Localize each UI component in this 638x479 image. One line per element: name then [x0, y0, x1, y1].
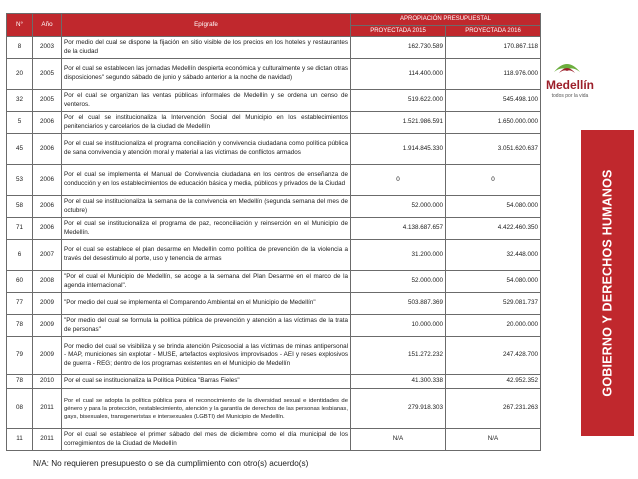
- row-value-2016: 118.976.000: [446, 59, 541, 90]
- col-header-2015: PROYECTADA 2015: [351, 26, 446, 37]
- table-row: [7, 293, 541, 315]
- table-row: [7, 389, 541, 429]
- row-value-2015: 0: [351, 165, 446, 196]
- row-epigrafe: Por el cual se institucionaliza la Intervención Social del Municipio en los establecimientos penitenciarios y carcelarios de la ciudad de Medellín: [62, 112, 351, 134]
- row-value-2016: 3.051.620.637: [446, 134, 541, 165]
- row-num: 5: [7, 112, 33, 134]
- col-header-budget: APROPIACIÓN PRESUPUESTAL: [351, 14, 541, 26]
- row-num: 20: [7, 59, 33, 90]
- row-value-2015: 503.887.369: [351, 293, 446, 315]
- col-header-year: Año: [33, 14, 62, 37]
- row-num: 8: [7, 37, 33, 59]
- row-epigrafe: Por el cual se institucionaliza la Política Pública "Barras Fieles": [62, 375, 351, 389]
- table-row: [7, 134, 541, 165]
- row-num: 79: [7, 337, 33, 375]
- row-value-2015: 41.300.338: [351, 375, 446, 389]
- row-year: 2006: [33, 196, 62, 218]
- row-epigrafe: Por el cual se establece el plan desarme en Medellín como política de prevención de la violencia a través del desestimulo al porte, uso y tenencia de armas: [62, 240, 351, 271]
- row-year: 2010: [33, 375, 62, 389]
- row-value-2016: 54.080.000: [446, 271, 541, 293]
- row-epigrafe: Por el cual se institucionaliza el programa de paz, reconciliación y reinserción en el Municipio de Medellín.: [62, 218, 351, 240]
- row-year: 2006: [33, 218, 62, 240]
- row-value-2016: 4.422.460.350: [446, 218, 541, 240]
- row-num: 45: [7, 134, 33, 165]
- row-epigrafe: Por el cual se institucionaliza el programa conciliación y convivencia ciudadana como política pública de sana convivencia y atención moral y material a las víctimas de conflictos armados: [62, 134, 351, 165]
- row-value-2016: N/A: [446, 429, 541, 451]
- row-value-2015: 1.521.986.591: [351, 112, 446, 134]
- row-year: 2007: [33, 240, 62, 271]
- row-value-2015: N/A: [351, 429, 446, 451]
- col-header-num: N°: [7, 14, 33, 37]
- table-row: [7, 240, 541, 271]
- row-num: 08: [7, 389, 33, 429]
- row-num: 71: [7, 218, 33, 240]
- row-value-2016: 42.952.352: [446, 375, 541, 389]
- row-value-2015: 162.730.589: [351, 37, 446, 59]
- row-value-2015: 519.622.000: [351, 90, 446, 112]
- row-epigrafe: Por el cual se establece el primer sábado del mes de diciembre como el día municipal de los corregimientos de la Ciudad de Medellín: [62, 429, 351, 451]
- row-num: 32: [7, 90, 33, 112]
- row-epigrafe: Por el cual se organizan las ventas públicas informales de Medellín y se ordena un censo de venteros.: [62, 90, 351, 112]
- logo-tagline: todos por la vida: [551, 93, 589, 99]
- row-value-2015: 52.000.000: [351, 196, 446, 218]
- row-epigrafe: "Por medio del cual se implementa el Comparendo Ambiental en el Municipio de Medellín": [62, 293, 351, 315]
- row-value-2015: 10.000.000: [351, 315, 446, 337]
- row-num: 11: [7, 429, 33, 451]
- table-row: [7, 196, 541, 218]
- row-year: 2011: [33, 389, 62, 429]
- budget-table: [6, 13, 541, 451]
- row-year: 2008: [33, 271, 62, 293]
- row-year: 2005: [33, 59, 62, 90]
- table-row: [7, 59, 541, 90]
- row-year: 2009: [33, 315, 62, 337]
- table-row: [7, 90, 541, 112]
- row-num: 78: [7, 375, 33, 389]
- row-value-2015: 1.914.845.330: [351, 134, 446, 165]
- row-value-2016: 529.081.737: [446, 293, 541, 315]
- table-row: [7, 315, 541, 337]
- row-value-2015: 279.918.303: [351, 389, 446, 429]
- table-row: [7, 112, 541, 134]
- table-row: [7, 429, 541, 451]
- row-num: 77: [7, 293, 33, 315]
- row-value-2016: 54.080.000: [446, 196, 541, 218]
- row-year: 2005: [33, 90, 62, 112]
- row-value-2015: 114.400.000: [351, 59, 446, 90]
- row-value-2016: 32.448.000: [446, 240, 541, 271]
- row-num: 60: [7, 271, 33, 293]
- row-value-2016: 20.000.000: [446, 315, 541, 337]
- row-value-2016: 1.650.000.000: [446, 112, 541, 134]
- table-row: [7, 218, 541, 240]
- row-value-2015: 4.138.687.657: [351, 218, 446, 240]
- row-epigrafe: Por medio del cual se visibiliza y se brinda atención Psicosocial a las víctimas de minas antipersonal - MAP, municiones sin explotar - MUSE, artefactos explosivos improvisados - AEI y reses explosivos de guerra - REG; dentro de los programas existentes en el Municipio de Medellín: [62, 337, 351, 375]
- row-epigrafe: Por el cual se implementa el Manual de Convivencia ciudadana en los centros de enseñanza de conducción y en los establecimientos de educación básica y media, públicos y privados de la Ciudad: [62, 165, 351, 196]
- row-value-2016: 545.498.100: [446, 90, 541, 112]
- row-value-2016: 170.867.118: [446, 37, 541, 59]
- row-year: 2006: [33, 134, 62, 165]
- table-row: [7, 375, 541, 389]
- row-epigrafe: "Por medio del cual se formula la política pública de prevención y atención a las víctimas de la trata de personas": [62, 315, 351, 337]
- table-row: [7, 37, 541, 59]
- section-sidebar: [581, 130, 634, 436]
- row-year: 2003: [33, 37, 62, 59]
- col-header-epigrafe: Epígrafe: [62, 14, 351, 37]
- footnote: N/A: No requieren presupuesto o se da cumplimiento con otro(s) acuerdo(s): [33, 459, 309, 468]
- row-year: 2006: [33, 112, 62, 134]
- table-row: [7, 337, 541, 375]
- row-value-2016: 267.231.263: [446, 389, 541, 429]
- row-epigrafe: Por medio del cual se dispone la fijación en sitio visible de los precios en los hoteles y restaurantes de la ciudad: [62, 37, 351, 59]
- row-value-2016: 0: [446, 165, 541, 196]
- logo-wordmark: Medellín: [545, 78, 594, 92]
- row-year: 2009: [33, 337, 62, 375]
- row-year: 2006: [33, 165, 62, 196]
- table-row: [7, 271, 541, 293]
- row-year: 2009: [33, 293, 62, 315]
- col-header-2016: PROYECTADA 2016: [446, 26, 541, 37]
- row-num: 53: [7, 165, 33, 196]
- row-epigrafe: Por el cual se adopta la política pública para el reconocimiento de la diversidad sexual e identidades de género y para la protección, restablecimiento, atención y la garantía de derechos de las personas lesbianas, gays, bisexuales, transgeneristas e intersexuales (LGBTI) del Municipio de Medellín.: [62, 389, 351, 429]
- row-epigrafe: "Por el cual el Municipio de Medellín, se acoge a la semana del Plan Desarme en el marco de la agenda internacional".: [62, 271, 351, 293]
- row-value-2016: 247.428.700: [446, 337, 541, 375]
- row-year: 2011: [33, 429, 62, 451]
- row-num: 58: [7, 196, 33, 218]
- row-epigrafe: Por el cual se institucionaliza la semana de la convivencia en Medellín (segunda semana del mes de octubre): [62, 196, 351, 218]
- row-num: 6: [7, 240, 33, 271]
- row-num: 78: [7, 315, 33, 337]
- row-epigrafe: Por el cual se establecen las jornadas Medellín despierta económica y culturalmente y se dictan otras disposiciones" segundo sábado de junio y sábado anterior a la noche de navidad): [62, 59, 351, 90]
- row-value-2015: 31.200.000: [351, 240, 446, 271]
- row-value-2015: 151.272.232: [351, 337, 446, 375]
- row-value-2015: 52.000.000: [351, 271, 446, 293]
- section-title: GOBIERNO Y DERECHOS HUMANOS: [600, 169, 615, 397]
- table-row: [7, 165, 541, 196]
